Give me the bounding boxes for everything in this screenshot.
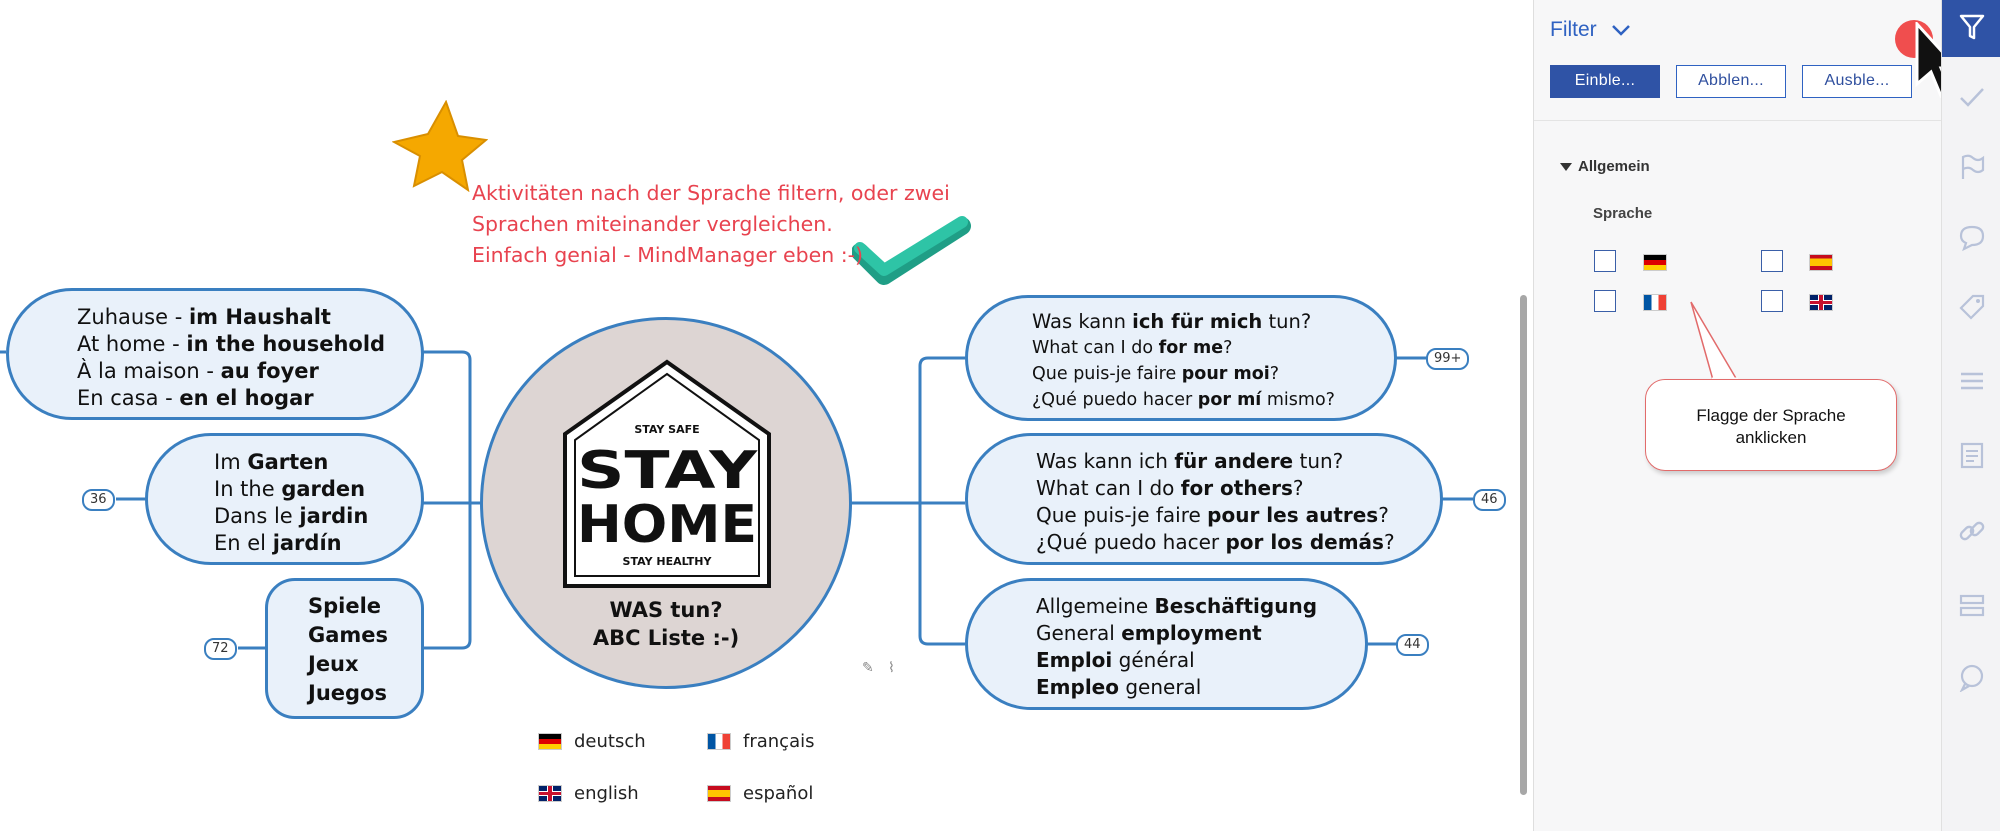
checkbox-spanish[interactable] <box>1761 250 1783 272</box>
french-flag-icon[interactable] <box>1643 294 1667 311</box>
topic-line: In the garden <box>214 477 366 501</box>
topic-line: General employment <box>1036 621 1262 645</box>
svg-text:STAY: STAY <box>577 441 759 501</box>
topic-line: Emploi général <box>1036 648 1195 672</box>
filter-rail-button[interactable] <box>1942 0 2000 57</box>
spanish-flag-icon <box>707 785 731 802</box>
topic-line: Zuhause - im Haushalt <box>77 305 331 329</box>
topic-line: What can I do for me? <box>1032 338 1233 358</box>
topic-line: En el jardín <box>214 531 342 555</box>
central-label-line1: WAS tun? <box>609 598 723 622</box>
checkmark-icon[interactable] <box>1957 82 1987 112</box>
canvas-scrollbar[interactable] <box>1520 295 1527 795</box>
stay-home-logo <box>561 358 773 590</box>
show-button[interactable]: Einble... <box>1550 65 1660 98</box>
subtopic-count-badge[interactable]: 44 <box>1396 634 1429 656</box>
french-flag-icon <box>707 733 731 750</box>
callout-pointer <box>1689 300 1769 382</box>
topic-line: ¿Qué puedo hacer por mí mismo? <box>1032 390 1335 410</box>
caret-down-icon <box>1560 162 1572 172</box>
legend-german: deutsch <box>538 731 646 752</box>
topic-household[interactable] <box>6 288 424 420</box>
legend-spanish: español <box>707 783 813 804</box>
topic-line: Im Garten <box>214 450 329 474</box>
chat-icon[interactable] <box>1957 662 1987 692</box>
topic-garden[interactable] <box>145 433 424 565</box>
topic-line: Empleo general <box>1036 675 1202 699</box>
tasks-icon[interactable] <box>1957 590 1987 620</box>
legend-french: français <box>707 731 814 752</box>
topic-line: Allgemeine Beschäftigung <box>1036 594 1318 618</box>
list-icon[interactable] <box>1957 366 1987 396</box>
topic-line: At home - in the household <box>77 332 386 356</box>
uk-flag-icon <box>538 785 562 802</box>
comment-icon[interactable] <box>1957 222 1987 252</box>
topic-for-others[interactable] <box>965 433 1443 565</box>
link-icon[interactable] <box>1957 516 1987 546</box>
central-label-line2: ABC Liste :-) <box>592 626 740 650</box>
filter-panel-title[interactable]: Filter <box>1550 18 1631 42</box>
topic-line: Que puis-je faire pour les autres? <box>1036 503 1389 527</box>
callout-note: Flagge der Sprache anklicken <box>1645 379 1897 471</box>
flag-icon[interactable] <box>1957 152 1987 182</box>
chevron-down-icon <box>1611 23 1631 37</box>
topic-for-me[interactable] <box>965 295 1397 421</box>
topic-line: What can I do for others? <box>1036 476 1304 500</box>
topic-games[interactable] <box>265 578 424 719</box>
checkbox-german[interactable] <box>1594 250 1616 272</box>
notes-icon[interactable] <box>1957 440 1987 470</box>
subtopic-count-badge[interactable]: 99+ <box>1426 348 1469 370</box>
dim-button[interactable]: Abblen... <box>1676 65 1786 98</box>
filter-icon <box>1959 13 1985 41</box>
topic-line: En casa - en el hogar <box>77 386 314 410</box>
spanish-flag-icon[interactable] <box>1809 254 1833 271</box>
topic-line: ¿Qué puedo hacer por los demás? <box>1036 530 1395 554</box>
language-subsection: Sprache <box>1593 205 1653 222</box>
topic-line: Spiele <box>308 594 382 618</box>
topic-line: Was kann ich für andere tun? <box>1036 449 1344 473</box>
svg-text:HOME: HOME <box>577 495 757 555</box>
topic-line: Que puis-je faire pour moi? <box>1032 364 1280 384</box>
svg-text:STAY HEALTHY: STAY HEALTHY <box>622 555 712 568</box>
svg-text:STAY SAFE: STAY SAFE <box>634 423 700 436</box>
topic-line: À la maison - au foyer <box>77 359 319 383</box>
topic-line: Jeux <box>308 652 359 676</box>
german-flag-icon[interactable] <box>1643 254 1667 271</box>
topic-general-employment[interactable] <box>965 578 1368 710</box>
side-rail <box>1941 0 2000 831</box>
german-flag-icon <box>538 733 562 750</box>
topic-line: Was kann ich für mich tun? <box>1032 310 1312 333</box>
central-topic[interactable] <box>480 317 852 689</box>
checkbox-french[interactable] <box>1594 290 1616 312</box>
attachment-icon[interactable]: ⌇ <box>888 659 895 675</box>
subtopic-count-badge[interactable]: 36 <box>82 489 115 511</box>
section-allgemein[interactable]: Allgemein <box>1560 158 1650 175</box>
subtopic-count-badge[interactable]: 72 <box>204 638 237 660</box>
subtopic-count-badge[interactable]: 46 <box>1473 489 1506 511</box>
note-text: Aktivitäten nach der Sprache filtern, oder zwei Sprachen miteinander vergleichen. Einfach genial - MindManager eben :-) <box>472 181 950 267</box>
panel-divider <box>1534 120 1941 121</box>
uk-flag-icon[interactable] <box>1809 294 1833 311</box>
topic-line: Games <box>308 623 389 647</box>
legend-english: english <box>538 783 639 804</box>
topic-line: Dans le jardin <box>214 504 369 528</box>
tag-icon[interactable] <box>1957 292 1987 322</box>
topic-line: Juegos <box>308 681 387 705</box>
notes-icon[interactable]: ✎ <box>862 659 874 675</box>
hide-button[interactable]: Ausble... <box>1802 65 1912 98</box>
